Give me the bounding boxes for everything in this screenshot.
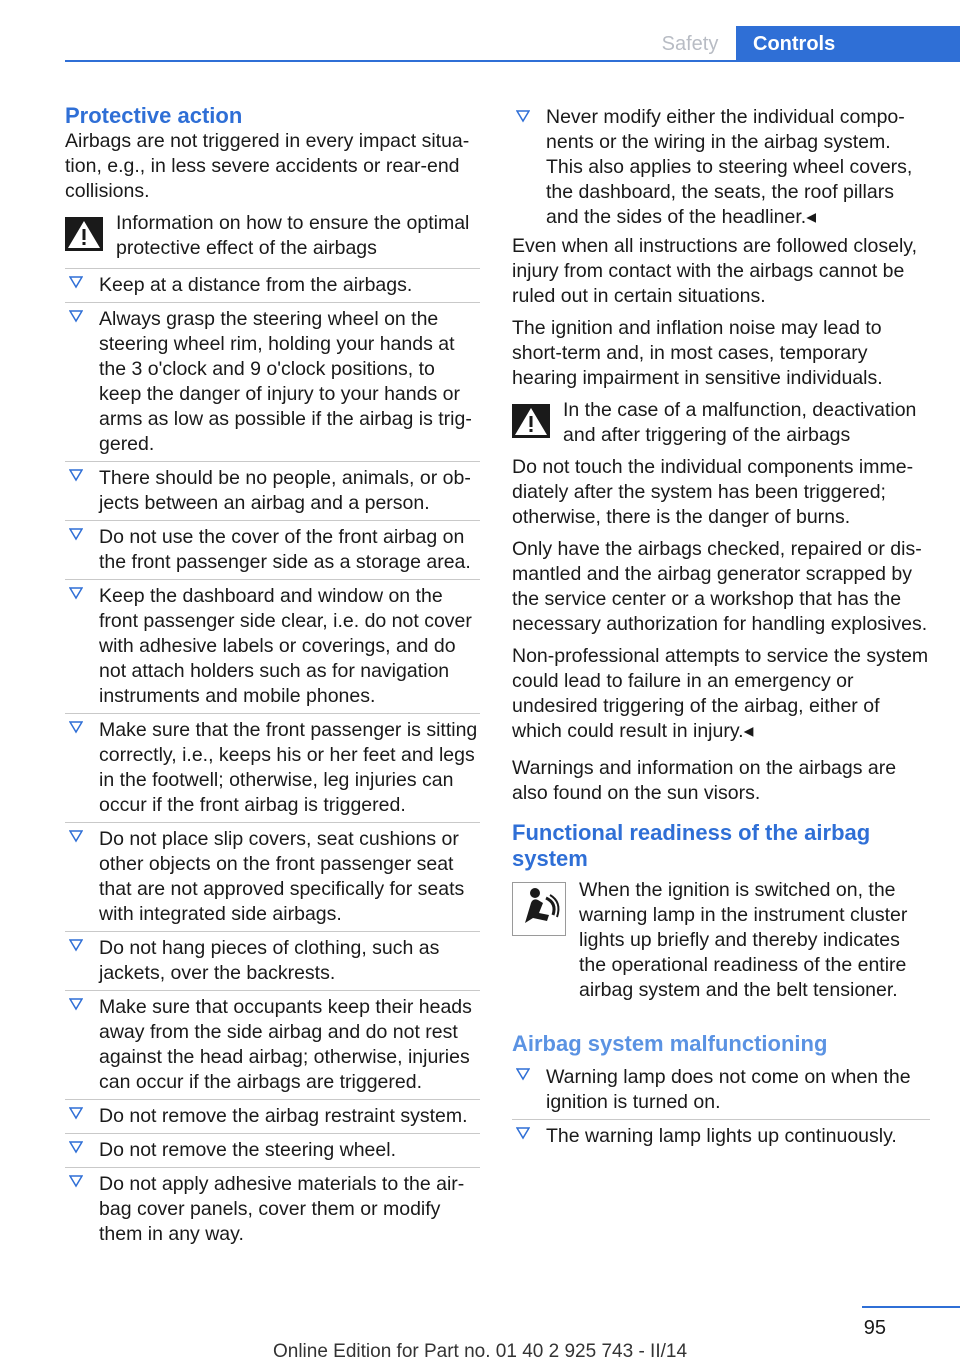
triangle-bullet-icon: [69, 527, 83, 541]
heading-functional-readiness: Functional readiness of the airbag system: [512, 820, 871, 871]
list-item: Make sure that occupants keep their heads away from the side airbag and do not rest against the head airbag; otherwise, injuries can occur if the airbags are triggered.: [65, 990, 480, 1099]
malfunction-bullet-list: [512, 1061, 930, 1153]
triangle-bullet-icon: [516, 1067, 530, 1081]
edition-footer: Online Edition for Part no. 01 40 2 925 743 - II/14: [272, 1341, 688, 1362]
list-item: Never modify either the individual components or the wiring in the airbag system. This also applies to steering wheel covers, the dashboard, the seats, the roof pillars and the sides of the headliner.◂: [512, 103, 930, 234]
footer-rule: [862, 1306, 960, 1308]
list-item: There should be no people, animals, or objects between an airbag and a person.: [65, 461, 480, 520]
triangle-bullet-icon: [69, 275, 83, 289]
warning-text: In the case of a malfunction, deactivation and after triggering of the airbags: [563, 399, 917, 446]
airbag-warning-lamp-icon: [512, 882, 566, 936]
tab-controls[interactable]: Controls: [736, 26, 960, 62]
list-item: Always grasp the steering wheel on the steering wheel rim, holding your hands at the 3 o'clock and 9 o'clock positions, to keep the danger of injury to your hands or arms as low as possible if the airbag is triggered.: [65, 302, 480, 461]
triangle-bullet-icon: [69, 997, 83, 1011]
warning-text: Information on how to ensure the optimal protective effect of the airbags: [116, 212, 470, 259]
paragraph: Non-professional attempts to service the system could lead to failure in an emergency or undesired triggering of the airbag, either of which could result in injury.◂: [512, 645, 929, 742]
list-item: Do not use the cover of the front airbag on the front passenger side as a storage area.: [65, 520, 480, 579]
paragraph: The ignition and inflation noise may lead to short-term and, in most cases, temporary hearing impairment in sensitive individuals.: [512, 317, 883, 389]
list-item: Do not remove the airbag restraint system.: [65, 1099, 480, 1133]
modify-bullet-list: [512, 103, 930, 234]
paragraph: Only have the airbags checked, repaired or dismantled and the airbag generator scrapped by the service center or a workshop that has the necessary authorization for handling explosives.: [512, 538, 928, 635]
list-item: Do not apply adhesive materials to the airbag cover panels, cover them or modify them in any way.: [65, 1167, 480, 1251]
warning-triangle-icon: [512, 404, 550, 438]
list-item: Do not place slip covers, seat cushions or other objects on the front passenger seat that are not approved specifically for seats with integrated side airbags.: [65, 822, 480, 931]
safety-bullet-list: [65, 268, 480, 1251]
triangle-bullet-icon: [69, 720, 83, 734]
list-item: Make sure that the front passenger is sitting correctly, i.e., keeps his or her feet and legs in the footwell; otherwise, leg injuries can occur if the front airbag is triggered.: [65, 713, 480, 822]
triangle-bullet-icon: [69, 1174, 83, 1188]
warning-block: [65, 211, 480, 261]
airbag-lamp-block: [512, 878, 930, 1003]
paragraph: Warnings and information on the airbags are also found on the sun visors.: [512, 757, 897, 804]
warning-block: [512, 398, 930, 448]
triangle-bullet-icon: [69, 938, 83, 952]
list-item: Warning lamp does not come on when the ignition is turned on.: [512, 1061, 930, 1119]
left-column: [65, 103, 480, 1251]
list-item: Keep at a distance from the airbags.: [65, 268, 480, 302]
list-item: Do not hang pieces of clothing, such as jackets, over the backrests.: [65, 931, 480, 990]
intro-paragraph: Airbags are not triggered in every impact situation, e.g., in less severe accidents or rear-end collisions.: [65, 130, 470, 202]
page-number: 95: [863, 1317, 886, 1339]
triangle-bullet-icon: [69, 586, 83, 600]
triangle-bullet-icon: [516, 1126, 530, 1140]
triangle-bullet-icon: [69, 1106, 83, 1120]
tab-safety[interactable]: Safety: [661, 33, 719, 55]
right-column: [512, 103, 930, 1153]
page-header: [0, 0, 960, 62]
paragraph: Do not touch the individual components immediately after the system has been triggered; otherwise, there is the danger of burns.: [512, 456, 914, 528]
list-item: The warning lamp lights up continuously.: [512, 1119, 930, 1153]
header-rule: [65, 60, 960, 62]
list-item: Keep the dashboard and window on the front passenger side clear, i.e. do not cover with adhesive labels or coverings, and do not attach holders such as for navigation instruments and mobile phones.: [65, 579, 480, 713]
warning-triangle-icon: [65, 217, 103, 251]
triangle-bullet-icon: [69, 829, 83, 843]
heading-protective-action: Protective action: [65, 103, 243, 128]
triangle-bullet-icon: [69, 309, 83, 323]
heading-airbag-malfunctioning: Airbag system malfunctioning: [512, 1031, 828, 1056]
triangle-bullet-icon: [69, 468, 83, 482]
list-item: Do not remove the steering wheel.: [65, 1133, 480, 1167]
paragraph: Even when all instructions are followed closely, injury from contact with the airbags cannot be ruled out in certain situations.: [512, 235, 918, 307]
lamp-text: When the ignition is switched on, the warning lamp in the instrument cluster lights up briefly and thereby indicates the operational readiness of the entire airbag system and the belt tensioner.: [579, 879, 908, 1001]
triangle-bullet-icon: [69, 1140, 83, 1154]
triangle-bullet-icon: [516, 109, 530, 123]
